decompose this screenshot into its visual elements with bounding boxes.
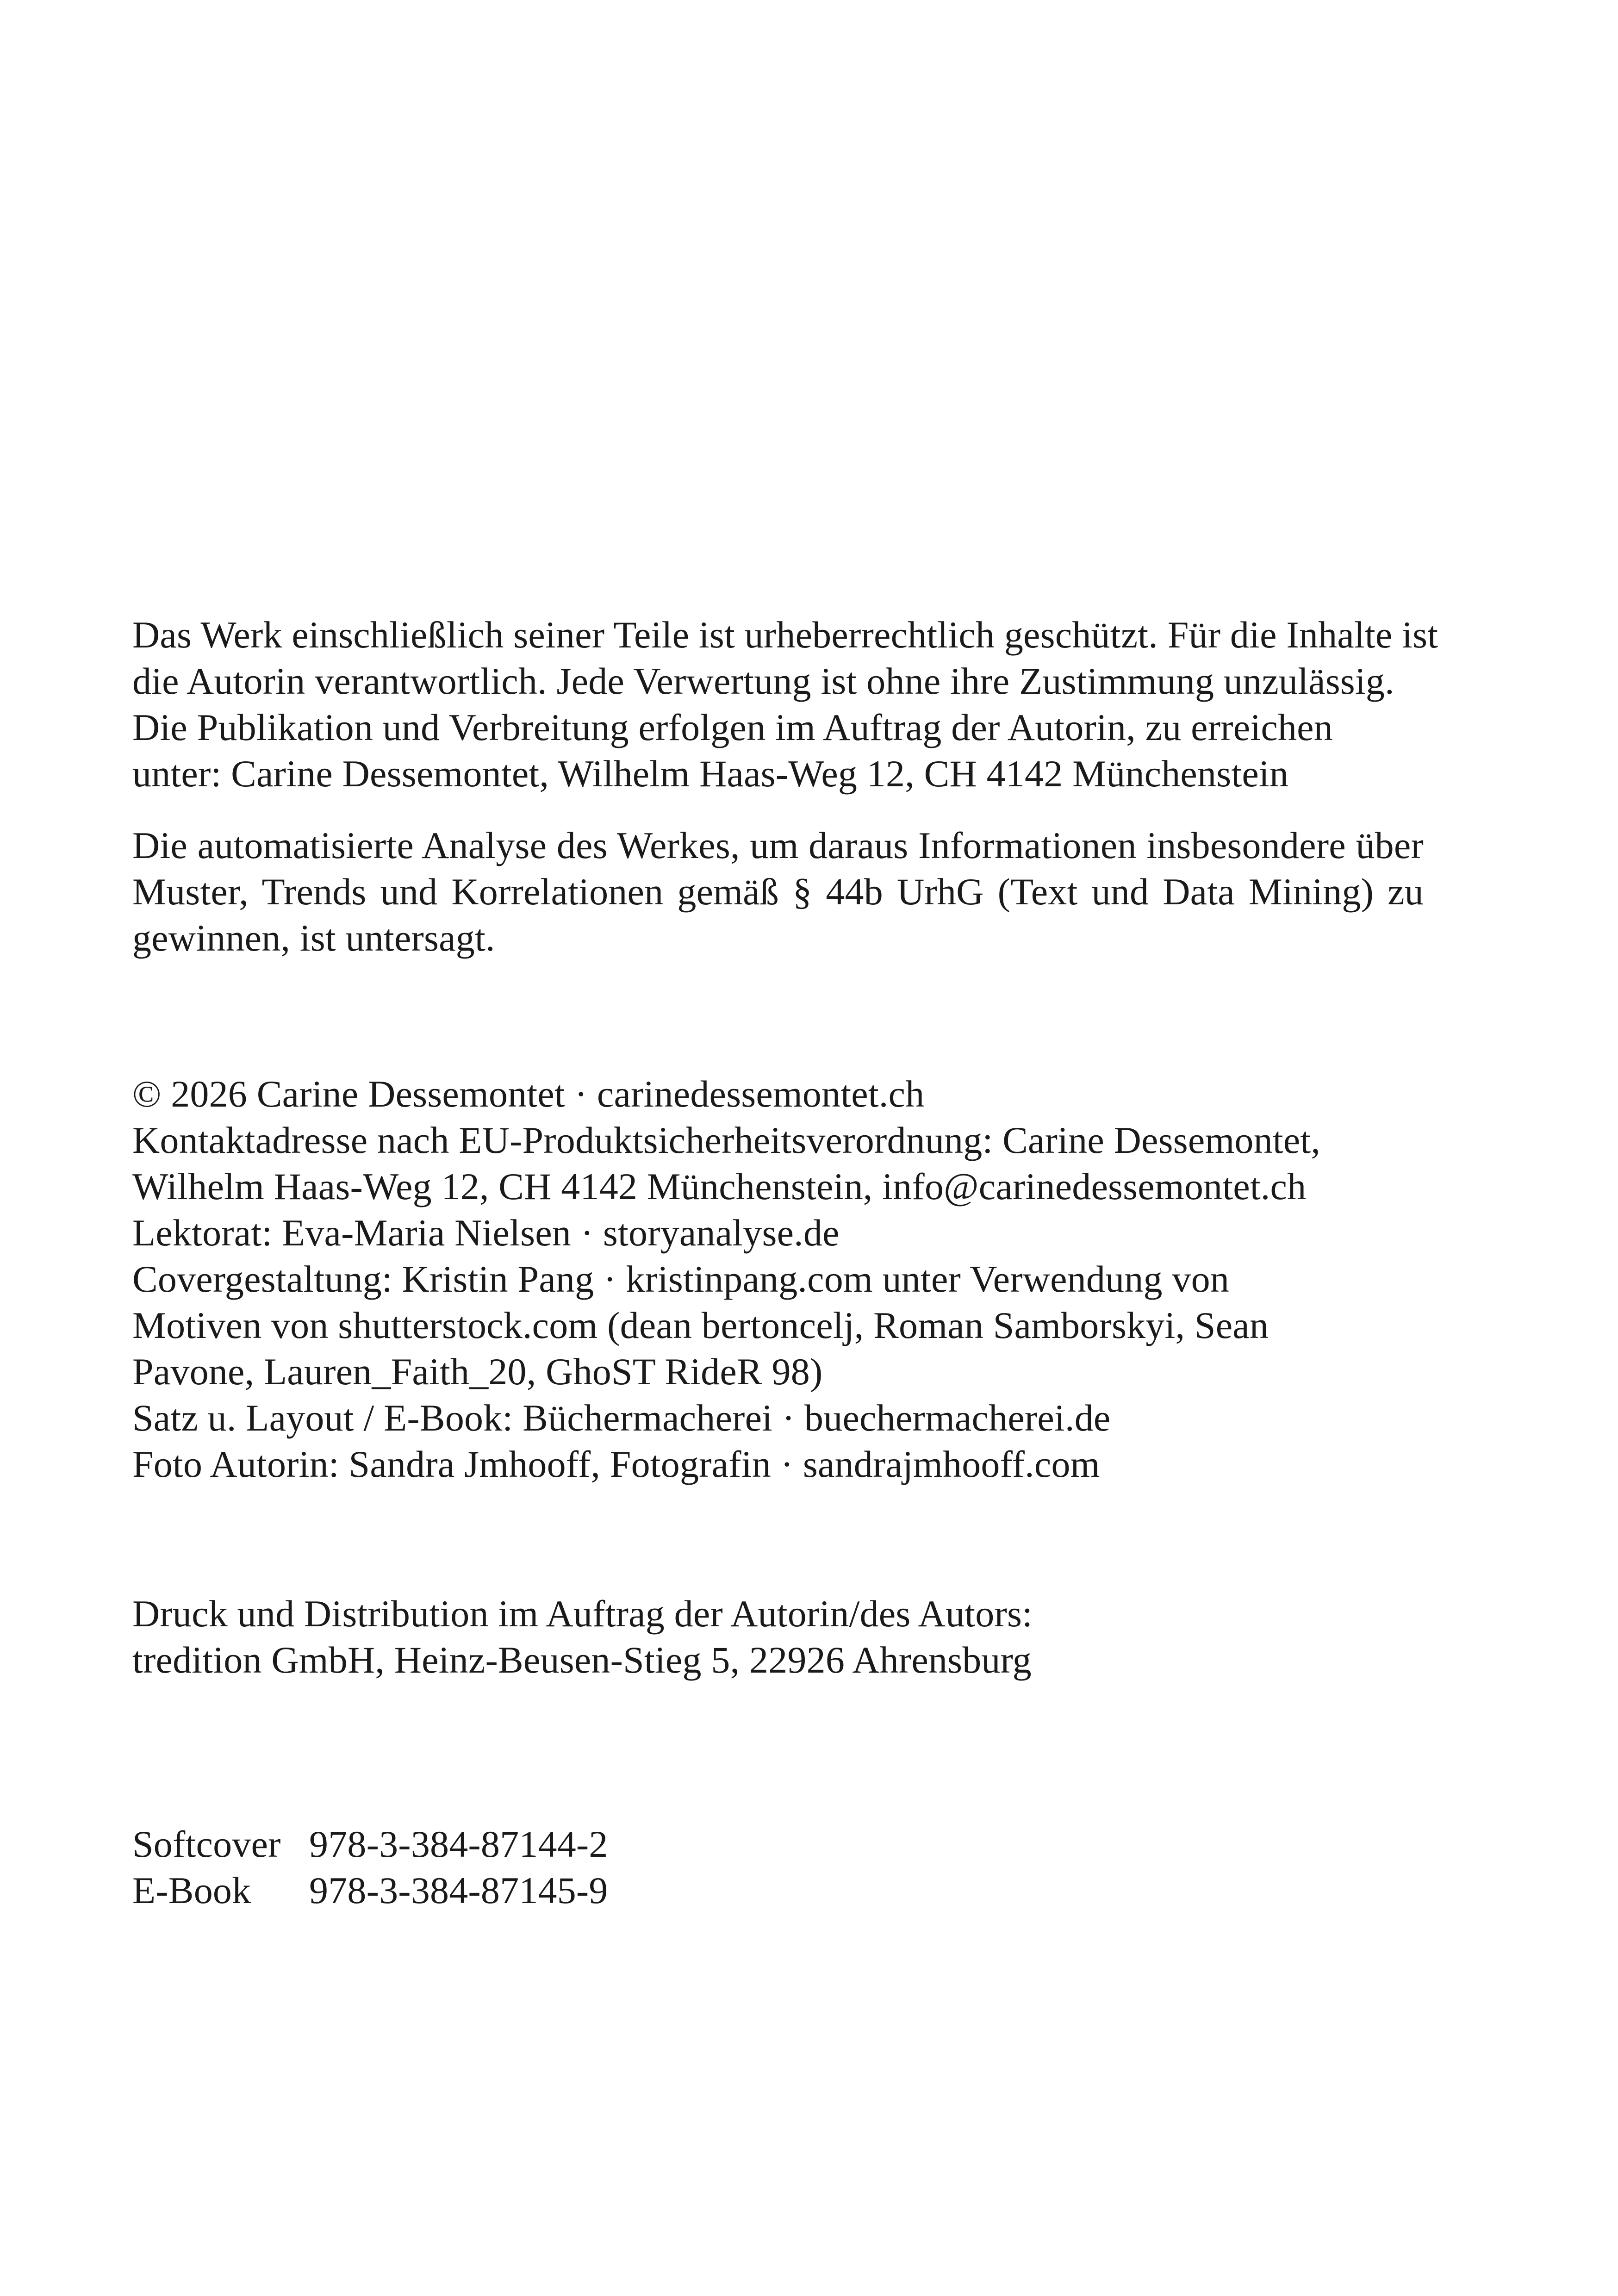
isbn-row-softcover	[132, 1821, 1424, 1867]
copyright-notice-line: Das Werk einschließlich seiner Teile ist urheberrechtlich geschützt. Für die Inhalte ist	[132, 614, 1438, 656]
credit-line-cover: Covergestaltung: Kristin Pang · kristinpang.com unter Verwendung von	[132, 1258, 1230, 1300]
credit-line-address: Wilhelm Haas-Weg 12, CH 4142 Münchenstein, info@carinedessemontet.ch	[132, 1165, 1307, 1207]
isbn-block	[132, 1821, 1424, 1914]
isbn-ebook-label: E-Book	[132, 1869, 251, 1911]
credit-line-copyright: © 2026 Carine Dessemontet · carinedessemontet.ch	[132, 1073, 925, 1115]
isbn-ebook-value: 978-3-384-87145-9	[309, 1869, 608, 1911]
isbn-row-ebook	[132, 1867, 1424, 1914]
credit-line-cover-motifs-cont: Pavone, Lauren_Faith_20, GhoST RideR 98)	[132, 1350, 823, 1393]
tdm-notice	[132, 822, 1424, 961]
credits-block	[132, 1071, 1424, 1487]
copyright-notice	[132, 612, 1438, 797]
isbn-softcover-value: 978-3-384-87144-2	[309, 1823, 608, 1865]
print-line: Druck und Distribution im Auftrag der Autorin/des Autors:	[132, 1593, 1033, 1635]
tdm-notice-text: Die automatisierte Analyse des Werkes, um daraus Informationen insbesondere über Muster, Trends und Korrelationen gemäß § 44b UrhG (Text und Data Mining) zu gewinnen, ist untersagt.	[132, 824, 1424, 959]
print-distribution-block	[132, 1591, 1424, 1683]
copyright-notice-line: Die Publikation und Verbreitung erfolgen im Auftrag der Autorin, zu erreichen	[132, 706, 1333, 748]
copyright-notice-line: unter: Carine Dessemontet, Wilhelm Haas-Weg 12, CH 4142 Münchenstein	[132, 753, 1289, 795]
credit-line-cover-motifs: Motiven von shutterstock.com (dean bertoncelj, Roman Samborskyi, Sean	[132, 1304, 1269, 1346]
print-address-line: tredition GmbH, Heinz-Beusen-Stieg 5, 22926 Ahrensburg	[132, 1639, 1032, 1681]
copyright-notice-line: die Autorin verantwortlich. Jede Verwertung ist ohne ihre Zustimmung unzulässig.	[132, 660, 1394, 702]
credit-line-editing: Lektorat: Eva-Maria Nielsen · storyanalyse.de	[132, 1212, 840, 1254]
credit-line-typesetting: Satz u. Layout / E-Book: Büchermacherei · buechermacherei.de	[132, 1397, 1111, 1439]
credit-line-author-photo: Foto Autorin: Sandra Jmhooff, Fotografin · sandrajmhooff.com	[132, 1443, 1100, 1485]
isbn-softcover-label: Softcover	[132, 1823, 281, 1865]
credit-line-contact: Kontaktadresse nach EU-Produktsicherheitsverordnung: Carine Dessemontet,	[132, 1119, 1321, 1161]
